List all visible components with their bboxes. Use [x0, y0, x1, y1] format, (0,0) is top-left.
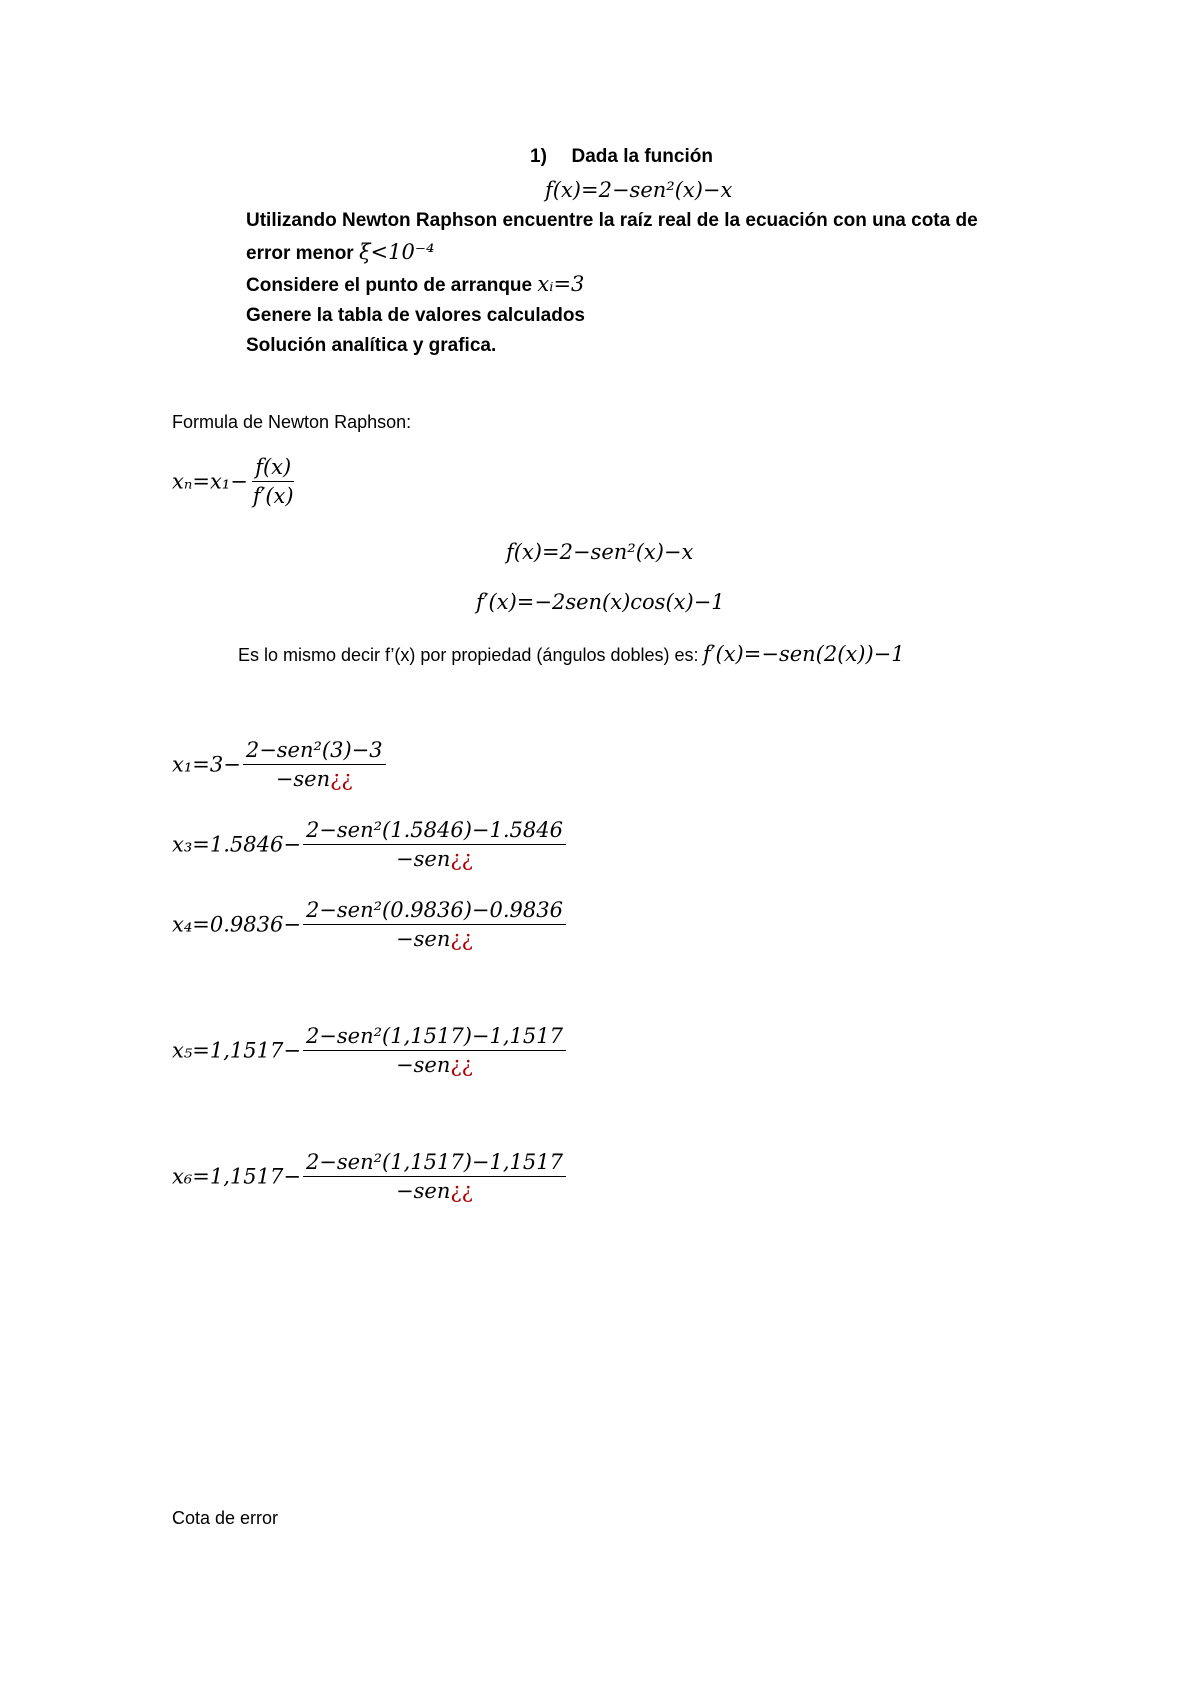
iteration-denominator-error: ¿¿ [450, 847, 473, 871]
iteration-numerator: 2−sen²(3)−3 [243, 738, 386, 765]
iteration-row [172, 818, 568, 871]
double-angle-derivative: f′(x)=−sen(2(x))−1 [702, 642, 905, 666]
formula-denominator: f′(x) [252, 484, 294, 508]
iteration-row [172, 898, 568, 951]
problem-start-point: xᵢ=3 [537, 272, 585, 296]
iteration-denominator-error: ¿¿ [450, 1053, 473, 1077]
problem-number: 1) [530, 146, 547, 167]
iteration-lhs: x₄=0.9836− [172, 912, 301, 937]
problem-line-2-text: error menor [246, 243, 354, 264]
formula-lhs: xₙ=x₁− [172, 469, 248, 494]
iteration-numerator: 2−sen²(1,1517)−1,1517 [303, 1150, 566, 1177]
problem-line-4: Genere la tabla de valores calculados [246, 305, 585, 326]
iteration-numerator: 2−sen²(0.9836)−0.9836 [303, 898, 566, 925]
double-angle-note: Es lo mismo decir f’(x) por propiedad (ángulos dobles) es: [238, 645, 699, 665]
iteration-denominator-error: ¿¿ [450, 927, 473, 951]
iteration-numerator: 2−sen²(1,1517)−1,1517 [303, 1024, 566, 1051]
problem-line-5: Solución analítica y grafica. [246, 335, 497, 356]
iteration-numerator: 2−sen²(1.5846)−1.5846 [303, 818, 566, 845]
iteration-denominator: −sen [396, 927, 451, 951]
problem-line-1: Utilizando Newton Raphson encuentre la raíz real de la ecuación con una cota de [246, 210, 978, 231]
iteration-lhs: x₅=1,1517− [172, 1038, 301, 1063]
iteration-denominator: −sen [396, 1053, 451, 1077]
iteration-row [172, 738, 388, 791]
iteration-denominator-error: ¿¿ [330, 767, 353, 791]
iteration-lhs: x₃=1.5846− [172, 832, 301, 857]
iteration-row [172, 1150, 568, 1203]
formula-numerator: f(x) [252, 455, 294, 482]
function-definition: f(x)=2−sen²(x)−x [506, 540, 694, 564]
iteration-denominator-error: ¿¿ [450, 1179, 473, 1203]
iteration-lhs: x₁=3− [172, 752, 241, 777]
problem-line-3-text: Considere el punto de arranque [246, 275, 533, 296]
problem-error-bound: ξ<10⁻⁴ [358, 240, 435, 264]
iteration-row [172, 1024, 568, 1077]
iteration-denominator: −sen [396, 847, 451, 871]
derivative-definition: f′(x)=−2sen(x)cos(x)−1 [476, 590, 725, 614]
iteration-denominator: −sen [275, 767, 331, 791]
newton-formula [172, 455, 299, 508]
problem-title: Dada la función [571, 146, 713, 167]
problem-function: f(x)=2−sen²(x)−x [545, 178, 733, 202]
iteration-denominator: −sen [396, 1179, 451, 1203]
error-bound-heading: Cota de error [172, 1508, 279, 1528]
iteration-lhs: x₆=1,1517− [172, 1164, 301, 1189]
formula-heading: Formula de Newton Raphson: [172, 412, 412, 432]
